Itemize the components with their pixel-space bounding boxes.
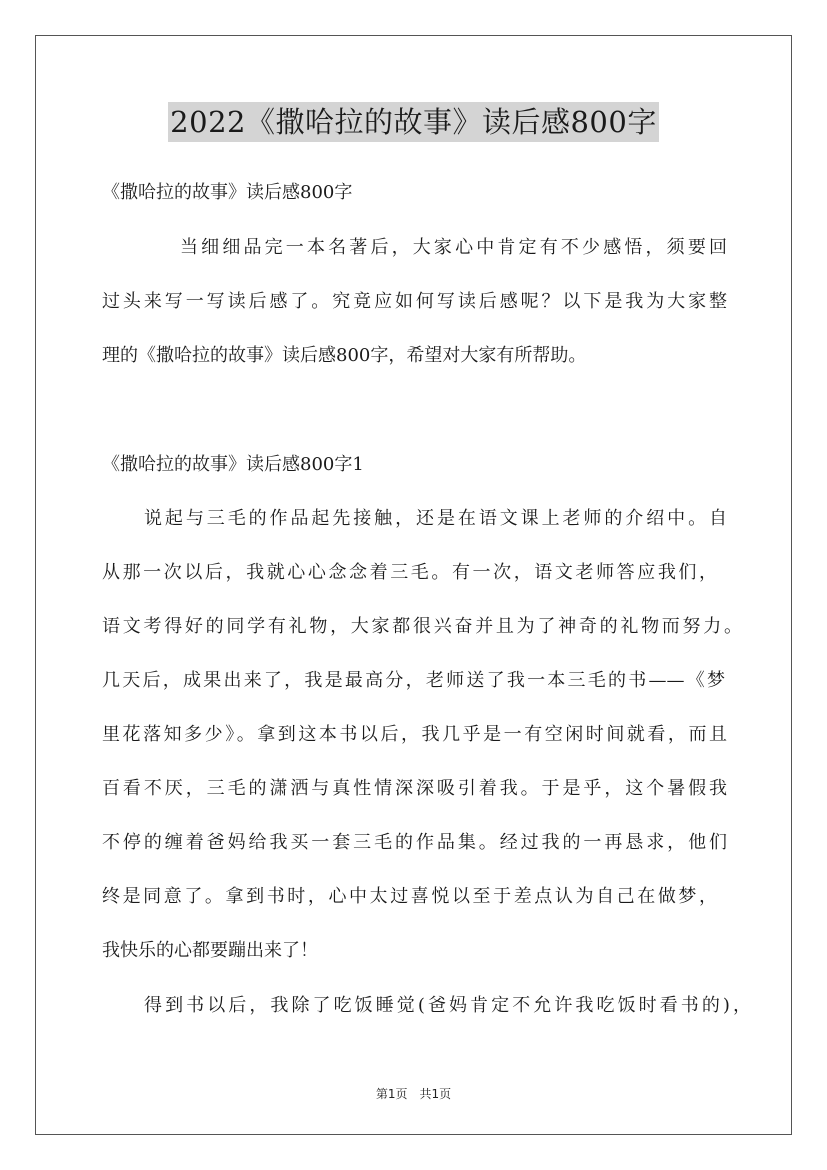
body-line: 几天后，成果出来了，我是最高分，老师送了我一本三毛的书——《梦 [102,670,725,691]
body-line: 语文考得好的同学有礼物，大家都很兴奋并且为了神奇的礼物而努力。 [102,616,742,637]
body-line: 百看不厌，三毛的潇洒与真性情深深吸引着我。于是乎，这个暑假我 [102,778,727,799]
body-line: 里花落知多少》。拿到这本书以后，我几乎是一有空闲时间就看，而且 [102,724,727,745]
intro-line: 过头来写一写读后感了。究竟应如何写读后感呢？以下是我为大家整 [102,291,727,312]
body-line: 我快乐的心都要蹦出来了！ [102,940,318,961]
page-footer: 第1页 共1页 [375,1087,452,1101]
body-line: 说起与三毛的作品起先接触，还是在语文课上老师的介绍中。自 [144,508,727,529]
subtitle: 《撒哈拉的故事》读后感800字 [102,182,353,203]
body-line: 不停的缠着爸妈给我买一套三毛的作品集。经过我的一再恳求，他们 [102,832,727,853]
body-line: 得到书以后，我除了吃饭睡觉(爸妈肯定不允许我吃饭时看书的)， [144,995,751,1016]
title-wrap [0,102,827,142]
body-line: 终是同意了。拿到书时，心中太过喜悦以至于差点认为自己在做梦， [102,886,717,907]
document-title: 2022《撒哈拉的故事》读后感800字 [168,102,659,142]
intro-line: 当细细品完一本名著后，大家心中肯定有不少感悟，须要回 [180,237,727,258]
section-heading: 《撒哈拉的故事》读后感800字1 [102,454,364,475]
intro-line: 理的《撒哈拉的故事》读后感800字，希望对大家有所帮助。 [102,345,587,366]
body-line: 从那一次以后，我就心心念念着三毛。有一次，语文老师答应我们， [102,562,717,583]
